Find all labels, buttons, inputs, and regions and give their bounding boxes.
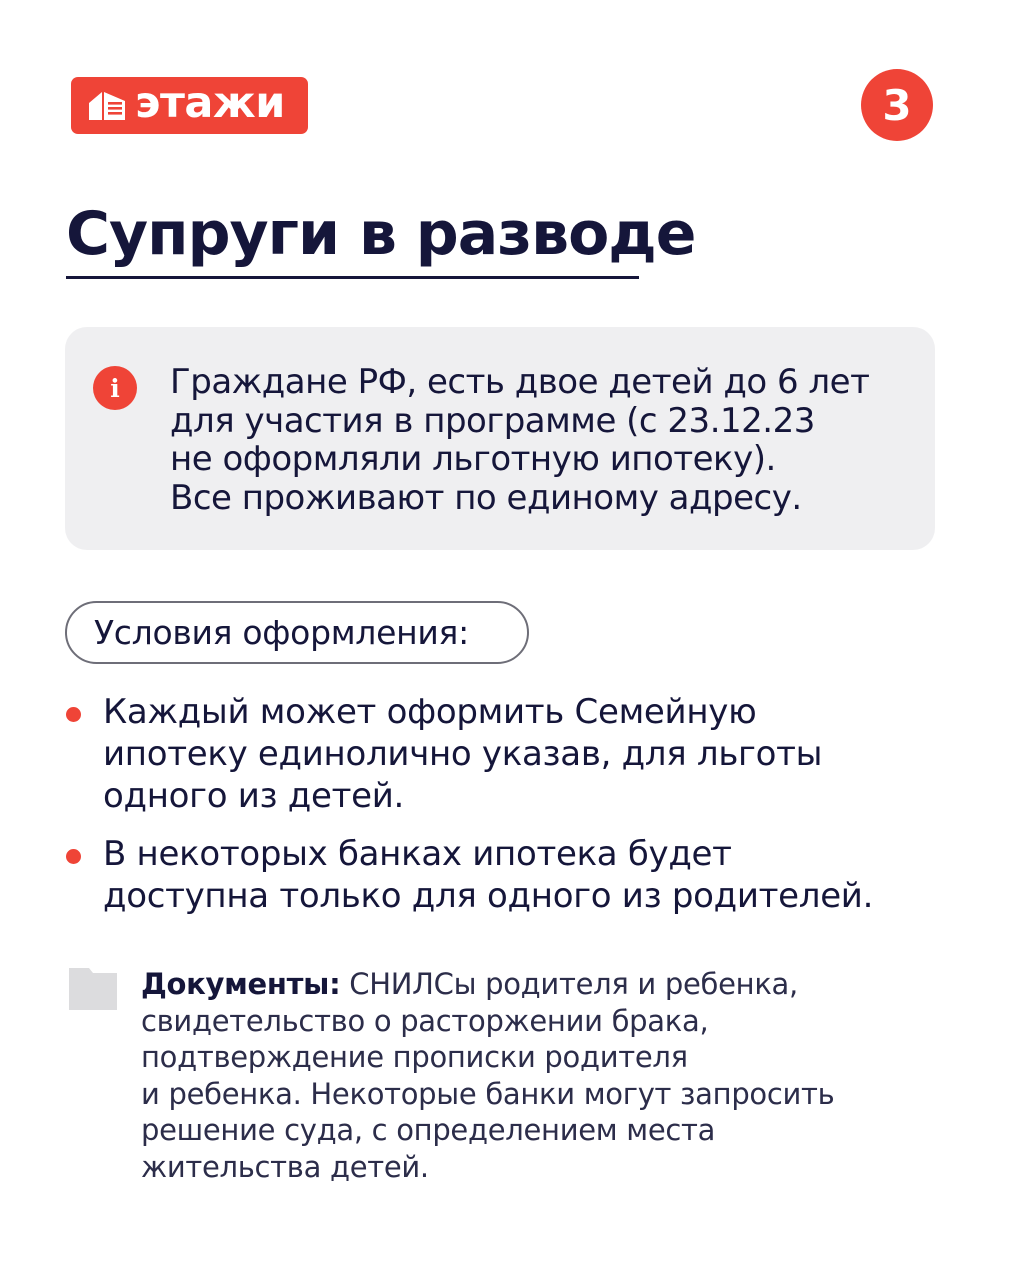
bullet-text: [103, 691, 822, 817]
info-line: Граждане РФ, есть двое детей до 6 лет: [170, 362, 870, 402]
logo-text: этажи: [135, 78, 285, 128]
info-card: [65, 327, 935, 550]
info-line: Все проживают по единому адресу.: [170, 477, 802, 518]
bullet-text: [103, 833, 873, 917]
documents-first-line-rest: СНИЛСы родителя и ребенка,: [340, 967, 798, 1001]
documents-line: решение суда, с определением места: [141, 1113, 716, 1147]
documents-line: свидетельство о расторжении брака,: [141, 1003, 709, 1038]
folder-icon: [69, 968, 117, 1010]
info-text: [170, 363, 869, 517]
documents-text: [141, 966, 834, 1185]
bullet-dot-icon: [66, 707, 81, 722]
title-underline: [66, 276, 639, 279]
documents-line: подтверждение прописки родителя: [141, 1040, 688, 1074]
documents-line: и ребенка. Некоторые банки могут запросить: [141, 1076, 835, 1111]
documents-line: жительства детей.: [141, 1149, 429, 1184]
info-line: для участия в программе (с 23.12.23: [170, 400, 815, 441]
page-number-badge: 3: [861, 69, 933, 141]
bullet-line: Каждый может оформить Семейную: [103, 692, 757, 732]
bullet-line: ипотеку единолично указав, для льготы: [103, 734, 823, 774]
brand-logo: [71, 77, 308, 134]
info-line: не оформляли льготную ипотеку).: [170, 439, 776, 479]
documents-label: Документы:: [141, 967, 341, 1001]
page-title: Супруги в разводе: [66, 199, 696, 269]
conditions-label: Условия оформления:: [65, 601, 529, 664]
bullet-dot-icon: [66, 849, 81, 864]
bullet-line: В некоторых банках ипотека будет: [103, 834, 732, 874]
info-icon: i: [93, 366, 137, 410]
building-icon: [89, 92, 125, 120]
documents-first-line: [141, 966, 834, 1003]
bullet-line: доступна только для одного из родителей.: [103, 876, 874, 916]
bullet-line: одного из детей.: [103, 776, 405, 816]
